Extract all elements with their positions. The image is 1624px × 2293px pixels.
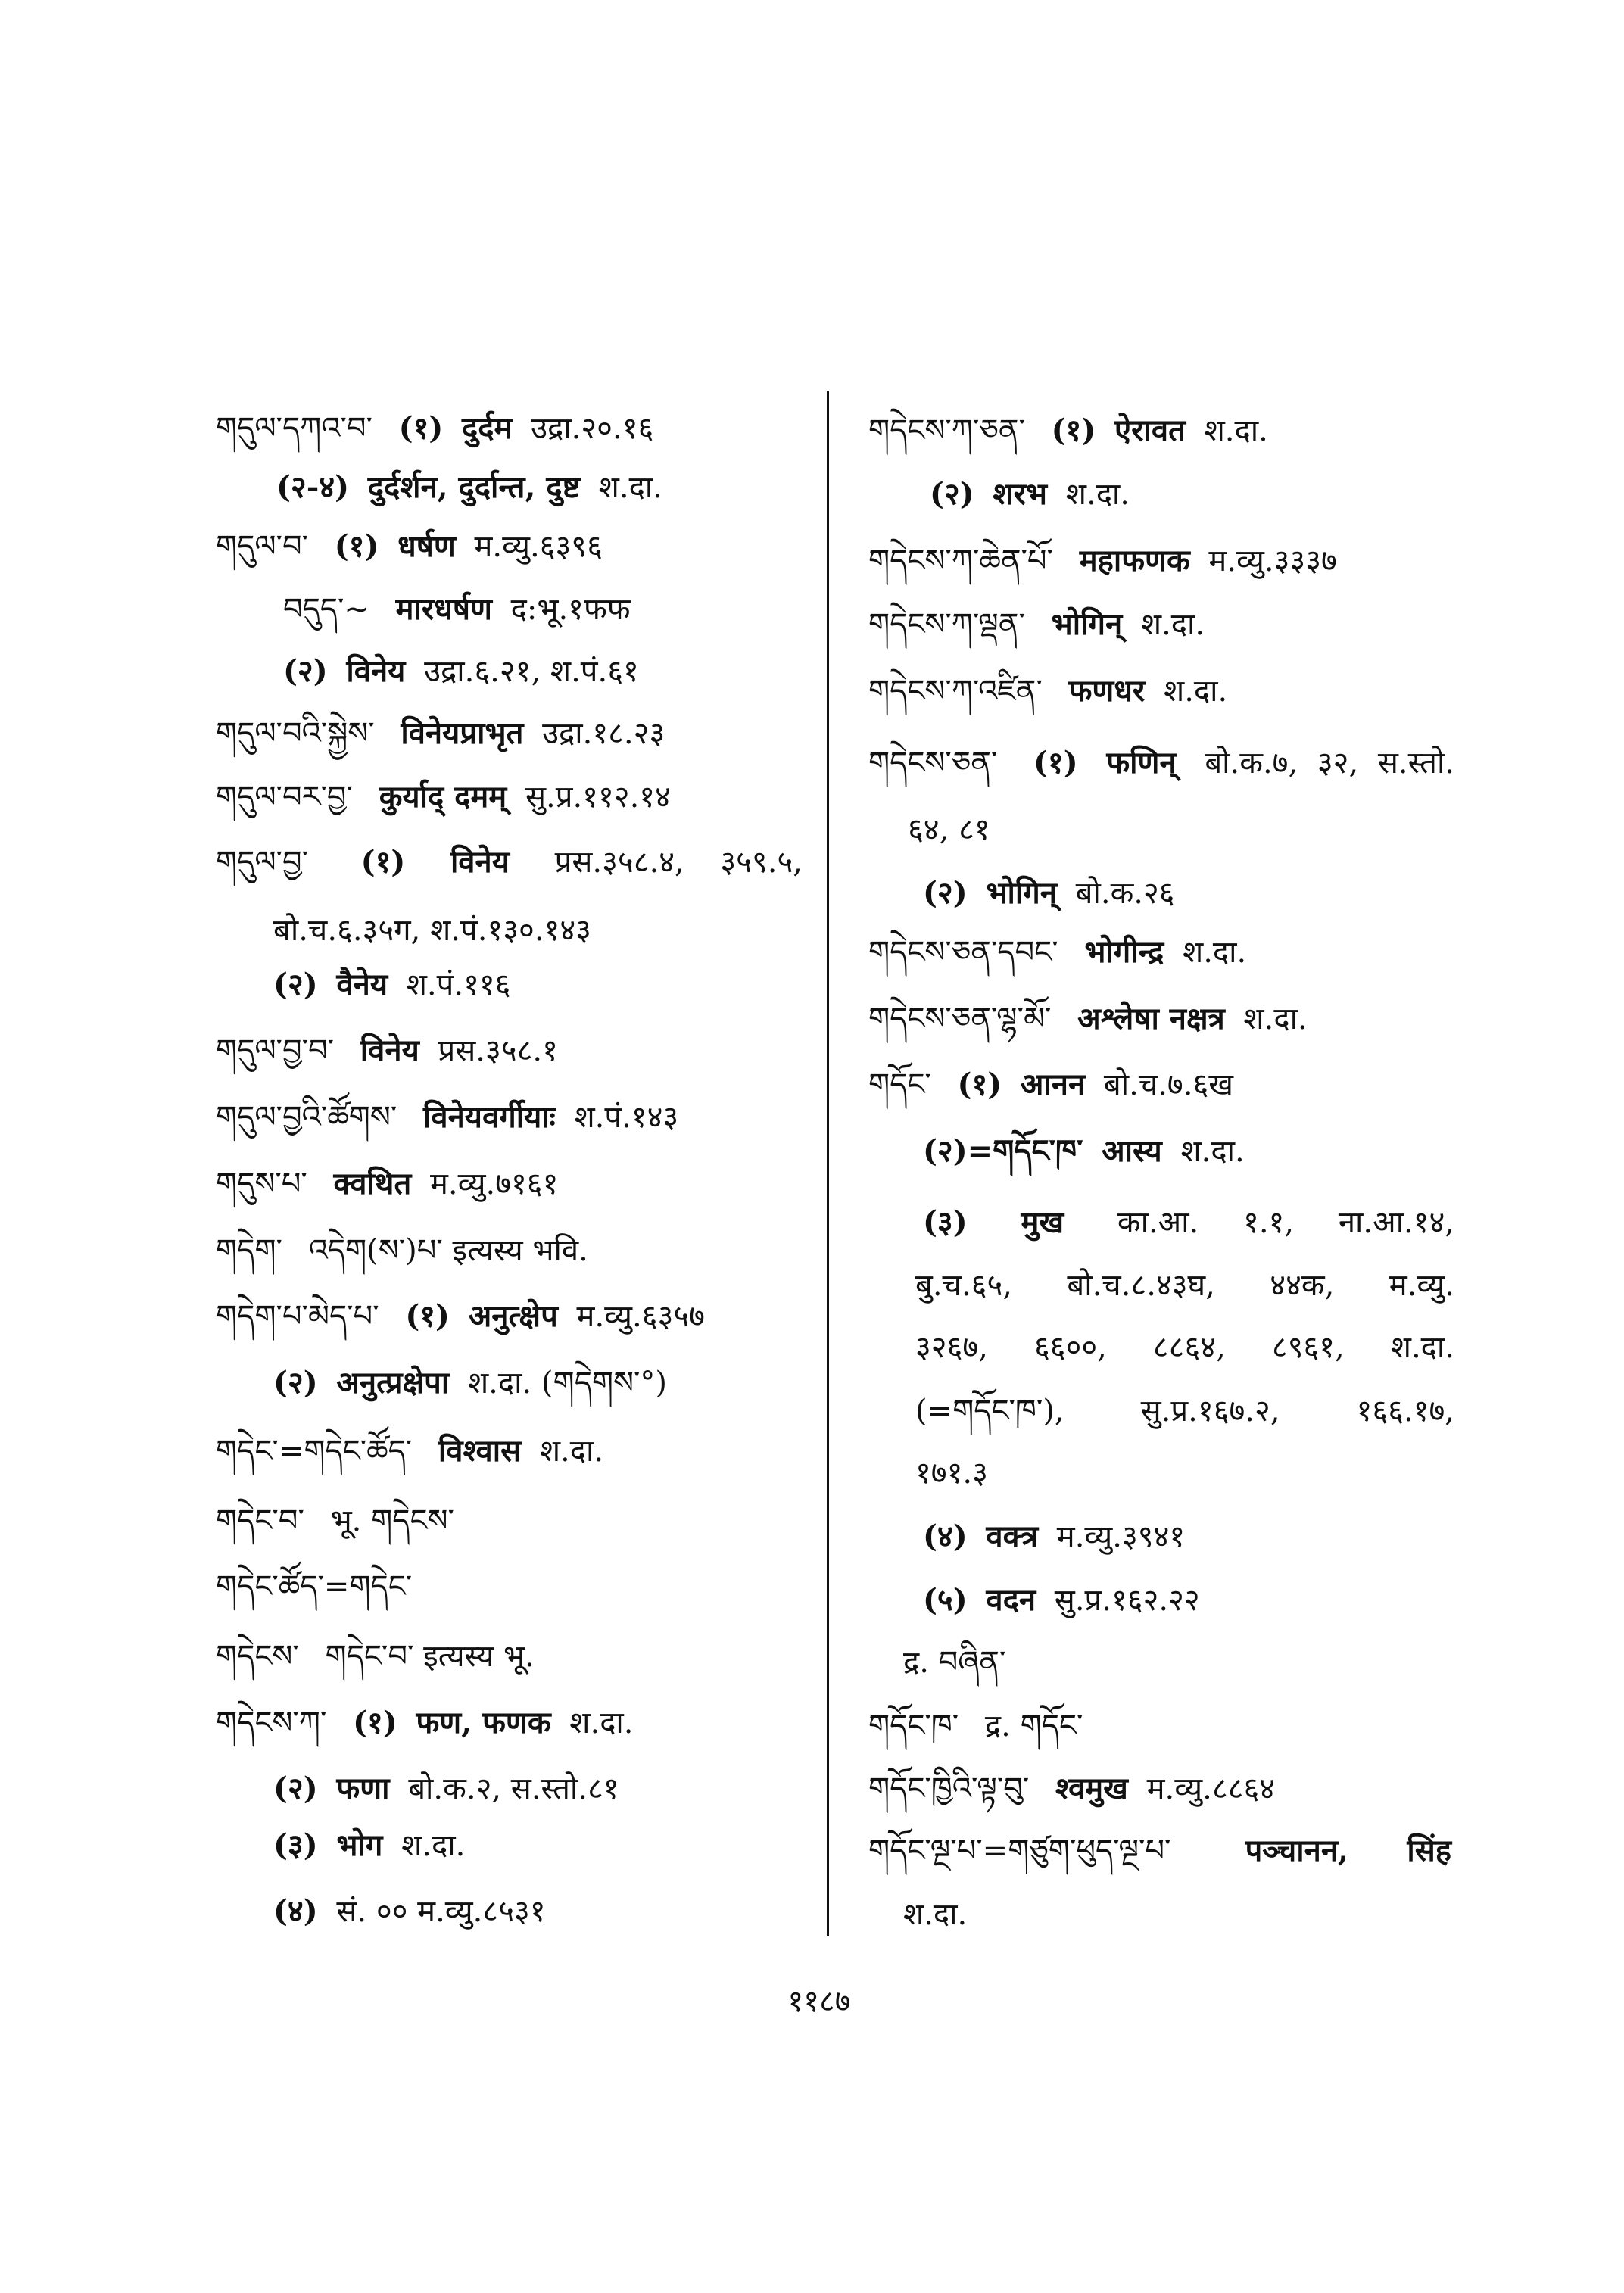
reference: बो.क.२६ <box>1075 876 1175 911</box>
sense-number: (२)=གདོང་ཁ་ <box>923 1133 1083 1169</box>
tibetan-headword: གདེག་པ་མེད་པ་ <box>216 1299 379 1334</box>
reference: का.आ. १.१, ना.आ.१४, <box>1117 1205 1455 1240</box>
sanskrit-equivalent: विनेयप्राभृत <box>401 715 524 751</box>
entry-line <box>915 1328 1454 1367</box>
sanskrit-equivalent: अश्लेषा नक्षत्र <box>1077 1001 1225 1036</box>
sanskrit-equivalent: फणधर <box>1068 673 1146 709</box>
reference: बो.क.२, स.स्तो.८१ <box>408 1771 619 1806</box>
sanskrit-equivalent: अनुत्क्षेप <box>468 1298 558 1334</box>
sanskrit-equivalent: फण, फणक <box>416 1705 551 1740</box>
sanskrit-equivalent: मुख <box>1021 1204 1064 1240</box>
sense-number: (२) <box>930 476 974 512</box>
reference: उद्रा.१८.२३ <box>542 716 665 751</box>
reference: म.व्यु.६३९६ <box>474 529 603 564</box>
reference: श.दा. (གདེགས་°) <box>467 1366 668 1400</box>
sanskrit-equivalent: धर्षण <box>397 528 456 564</box>
sense-number: (२) <box>273 967 318 1002</box>
reference: श.दा. <box>1204 413 1268 448</box>
reference: (=གདོང་ཁ་), सु.प्र.१६७.२, १६६.१७, <box>915 1394 1454 1428</box>
sense-number: (२-४) <box>276 469 350 505</box>
reference: बो.च.७.६ख <box>1103 1067 1233 1102</box>
sanskrit-equivalent: भोगिन् <box>1051 606 1123 642</box>
entry-line <box>903 1643 1005 1682</box>
tibetan-headword: གདེངས་ཀ་ཆེན་པོ་ <box>868 544 1053 578</box>
reference: प्रस.३५८.४, ३५९.५, <box>554 845 803 880</box>
reference: म.व्यु.७१६१ <box>429 1167 559 1201</box>
entry-line <box>868 933 1246 972</box>
page-number: ११८७ <box>787 1984 851 2019</box>
reference: གདེང་བ་ इत्यस्य भू. <box>325 1639 535 1674</box>
sanskrit-equivalent: शरभ <box>993 476 1048 512</box>
entry-line <box>923 1132 1245 1171</box>
tibetan-headword: གདེང་བ་ <box>216 1503 304 1538</box>
tibetan-headword: གདེངས་ཀ་ <box>216 1706 327 1740</box>
reference: श.दा. <box>903 1897 968 1932</box>
entry-line <box>868 671 1227 711</box>
tibetan-headword: གདེང་ཚོད་=གདེང་ <box>216 1569 413 1604</box>
reference: श.पं.११६ <box>406 967 511 1002</box>
tibetan-headword: གདུལ་དཀའ་བ་ <box>216 411 372 446</box>
entry-line <box>915 1391 1454 1431</box>
sanskrit-equivalent: फणा <box>336 1771 390 1806</box>
sanskrit-equivalent: विनेयवर्गीयाः <box>422 1099 556 1135</box>
reference: ६४, ८१ <box>908 812 990 847</box>
reference: श.दा. <box>401 1828 466 1863</box>
tibetan-headword: གདེངས་ཀ་ཅན་ <box>868 413 1025 448</box>
entry-line <box>915 1266 1454 1305</box>
entry-line <box>868 1706 1083 1746</box>
entry-line <box>923 1581 1200 1620</box>
reference: उद्रा.६.२१, श.पं.६१ <box>424 654 639 689</box>
tibetan-headword: གདོང་ <box>868 1067 931 1102</box>
sanskrit-equivalent: वक्त्र <box>986 1519 1039 1554</box>
sense-number: (३) <box>923 1204 968 1240</box>
sense-number: (४) <box>923 1519 968 1554</box>
entry-line <box>908 810 990 849</box>
sense-number: (२) <box>283 653 328 689</box>
sense-number: (१) <box>1033 745 1078 780</box>
sanskrit-equivalent: भोगीन्द्र <box>1084 934 1164 970</box>
sanskrit-equivalent: फणिन् <box>1106 745 1177 780</box>
reference: श.दा. <box>1183 935 1247 970</box>
reference: द:भू.१फफ <box>510 592 631 627</box>
reference: भू. གདེངས་ <box>330 1503 454 1538</box>
sanskrit-equivalent: क्वथित <box>333 1166 412 1201</box>
reference: श.दा. <box>1140 607 1205 642</box>
sanskrit-equivalent: भोगिन् <box>986 875 1057 911</box>
entry-line <box>903 1895 967 1934</box>
sense-number: (३) <box>273 1827 318 1863</box>
tibetan-headword: གདུལ་བར་བྱ་ <box>216 780 353 815</box>
entry-line <box>868 1065 1233 1104</box>
sanskrit-equivalent: कुर्याद् दमम् <box>379 779 507 815</box>
sanskrit-equivalent: विश्वास <box>438 1433 522 1469</box>
sanskrit-equivalent: महाफणक <box>1079 543 1190 578</box>
reference: श.दा. <box>598 470 662 505</box>
entry-line <box>868 1769 1275 1809</box>
sense-number: (५) <box>923 1582 968 1618</box>
sense-number: (१) <box>957 1067 1002 1102</box>
reference: द्र. གདོང་ <box>984 1709 1083 1743</box>
sanskrit-equivalent: मारधर्षण <box>395 591 492 627</box>
sense-number: (२) <box>273 1365 318 1400</box>
sanskrit-equivalent: वदन <box>986 1582 1036 1618</box>
tibetan-headword: གདུལ་བ་ <box>216 529 308 564</box>
reference: འདེག(ས་)པ་ इत्यस्य भवि. <box>308 1233 588 1268</box>
tibetan-headword: གདེངས་ཅན་ <box>868 746 998 780</box>
reference: सु.प्र.११२.१४ <box>525 780 671 815</box>
sense-number: (१) <box>398 410 444 446</box>
reference: बो.क.७, ३२, स.स्तो. <box>1205 746 1455 780</box>
reference: श.दा. <box>1065 477 1130 512</box>
reference: उद्रा.२०.१६ <box>531 411 654 446</box>
sanskrit-equivalent: पञ्चानन, सिंह <box>1245 1833 1451 1868</box>
sanskrit-equivalent: ऐरावत <box>1114 413 1186 448</box>
reference: प्रस.३५८.१ <box>438 1033 558 1068</box>
reference: श.दा. <box>1180 1134 1245 1169</box>
reference: द्र. བཞིན་ <box>903 1645 1006 1680</box>
sanskrit-equivalent: विनेय <box>346 653 406 689</box>
sense-number: (१) <box>334 528 379 564</box>
reference: श.दा. <box>1243 1002 1308 1036</box>
reference: श.दा. <box>539 1434 604 1469</box>
tibetan-headword: གདེངས་ཀ་འཛིན་ <box>868 674 1043 709</box>
sanskrit-equivalent: अनुत्प्रक्षेपा <box>336 1365 450 1400</box>
sanskrit-equivalent: आनन <box>1020 1067 1086 1102</box>
sanskrit-equivalent: दुर्दर्शन, दुर्दान्त, दुष्ट <box>367 469 580 505</box>
sanskrit-equivalent: वैनेय <box>336 967 388 1002</box>
sanskrit-equivalent: विनेय <box>450 844 510 880</box>
tibetan-headword: གདུལ་བྱ་བ་ <box>216 1033 335 1068</box>
reference: श.दा. <box>569 1706 634 1740</box>
sense-number: (२) <box>273 1771 318 1806</box>
reference: म.व्यु.३९४१ <box>1056 1519 1186 1554</box>
sanskrit-equivalent: श्वमुख <box>1055 1771 1128 1806</box>
sense-number: (१) <box>353 1705 397 1740</box>
tibetan-headword: གདེང་=གདེང་ཚོད་ <box>216 1434 413 1469</box>
reference: बु.च.६५, बो.च.८.४३घ, ४४क, म.व्यु. <box>915 1268 1454 1303</box>
entry-line <box>923 874 1175 913</box>
tibetan-headword: གདོང་ཁ་ <box>868 1709 959 1743</box>
reference: सु.प्र.१६२.२२ <box>1054 1583 1200 1618</box>
reference: ३२६७, ६६००, ८८६४, ८९६१, श.दा. <box>915 1330 1454 1365</box>
sanskrit-equivalent: भोग <box>336 1827 383 1863</box>
reference: श.पं.१४३ <box>574 1100 679 1135</box>
reference: म.व्यु.६३५७ <box>576 1299 705 1334</box>
reference: म.व्यु.८८६४ <box>1146 1771 1276 1806</box>
sense-number: (२) <box>923 875 968 911</box>
tibetan-headword: གདེངས་ཀ་ལྡན་ <box>868 607 1025 642</box>
reference: १७१.३ <box>915 1456 988 1491</box>
reference: श.दा. <box>1164 674 1228 709</box>
entry-line <box>868 541 1337 581</box>
entry-line <box>915 1453 988 1493</box>
entry-line <box>930 475 1130 514</box>
tibetan-headword: གདོང་ལྔ་པ་=གཙུག་ཕུད་ལྔ་པ་ <box>868 1833 1171 1868</box>
tibetan-headword: བདུད་~ <box>283 592 369 627</box>
tibetan-headword: གདོང་ཁྱིའི་ལྟ་བུ་ <box>868 1771 1030 1806</box>
reference: म.व्यु.३३३७ <box>1208 544 1337 578</box>
sense-number: (१) <box>405 1298 450 1334</box>
tibetan-headword: གདུས་པ་ <box>216 1167 307 1201</box>
entry-line <box>868 411 1268 450</box>
sanskrit-equivalent: विनेय <box>360 1033 419 1068</box>
sense-number: (१) <box>1051 413 1096 448</box>
entry-line <box>923 1203 1454 1242</box>
entry-line <box>923 1517 1185 1556</box>
entry-line <box>868 999 1308 1039</box>
reference: बो.च.६.३५ग, श.पं.१३०.१४३ <box>273 913 591 948</box>
sanskrit-equivalent: आस्य <box>1102 1133 1162 1169</box>
entry-line <box>868 743 1454 783</box>
tibetan-headword: གདེངས་ཅན་དབང་ <box>868 935 1058 970</box>
tibetan-headword: གདུལ་བྱ་ <box>216 845 308 880</box>
reference: सं. ०० म.व्यु.८५३१ <box>336 1894 546 1929</box>
tibetan-headword: གདུལ་བའི་སྐྱེས་ <box>216 716 375 751</box>
sense-number: (१) <box>360 844 406 880</box>
tibetan-headword: གདེངས་ཅན་ལྷ་མོ་ <box>868 1002 1052 1036</box>
entry-line <box>868 605 1205 644</box>
sanskrit-equivalent: दुर्दम <box>462 410 513 446</box>
tibetan-headword: གདེངས་ <box>216 1639 299 1674</box>
tibetan-headword: གདེག་ <box>216 1233 282 1268</box>
tibetan-headword: གདུལ་བྱའི་ཚོགས་ <box>216 1100 397 1135</box>
entry-line <box>868 1831 1451 1871</box>
sense-number: (४) <box>273 1893 318 1929</box>
